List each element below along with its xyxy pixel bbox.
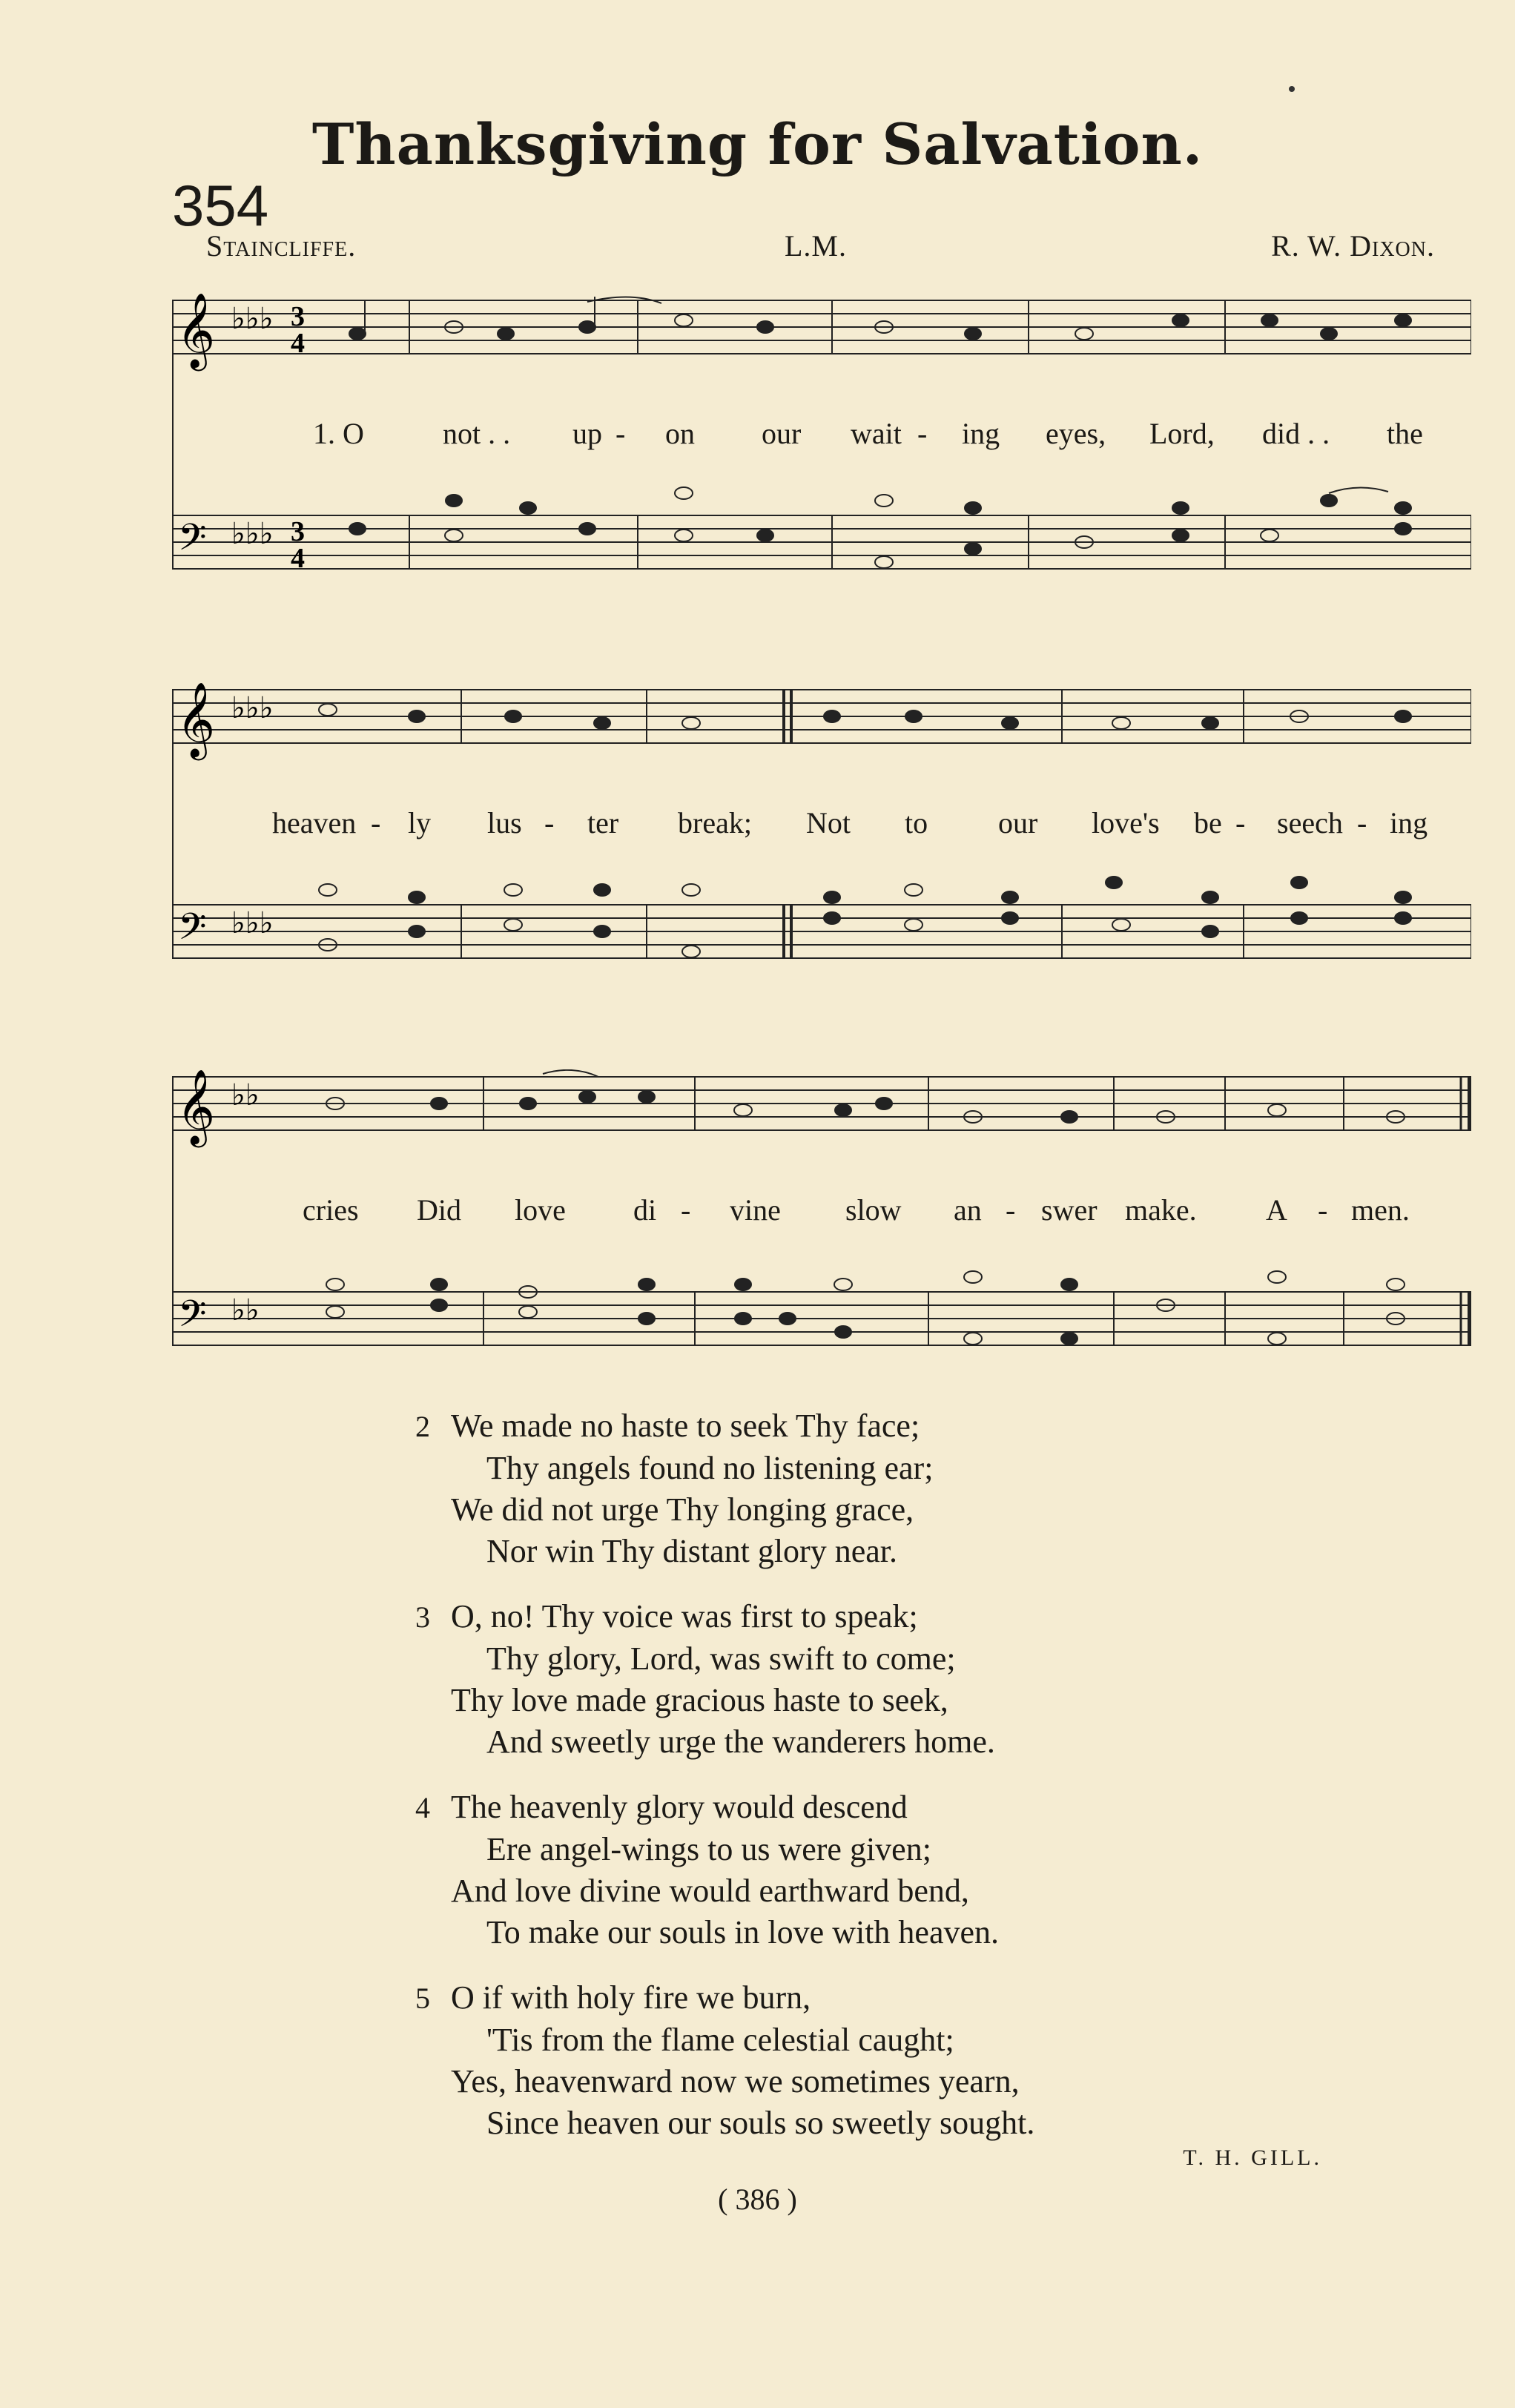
verse-line: We did not urge Thy longing grace, (451, 1491, 914, 1528)
svg-text:♭♭♭: ♭♭♭ (231, 691, 274, 725)
ink-speck (1289, 86, 1295, 92)
hymn-number: 354 (172, 173, 269, 238)
verse-number: 2 (415, 1410, 430, 1443)
music-system-2 (172, 682, 1471, 994)
verse-2 (415, 1405, 1034, 1572)
music-system-3 (172, 1069, 1471, 1396)
svg-text:♭♭♭: ♭♭♭ (231, 906, 274, 940)
verse-line: The heavenly glory would descend (451, 1789, 908, 1825)
lyric-hyphen: - (1357, 806, 1367, 839)
svg-text:♭♭: ♭♭ (231, 1078, 260, 1112)
verse-line: Since heaven our souls so sweetly sought. (486, 2105, 1035, 2141)
verse-line: 'Tis from the flame celestial caught; (486, 2022, 954, 2058)
lyric-word: A (1266, 1193, 1287, 1227)
svg-text:4: 4 (291, 543, 305, 574)
svg-text:𝄞: 𝄞 (176, 293, 216, 368)
staff-system-1-graphic (172, 293, 1471, 612)
lyric-word: seech (1277, 806, 1343, 839)
svg-text:𝄞: 𝄞 (176, 1069, 216, 1144)
verse-number: 4 (415, 1791, 430, 1824)
lyric-word: our (998, 806, 1038, 839)
verse-line: And sweetly urge the wanderers home. (486, 1723, 995, 1760)
lyric-word: di (633, 1193, 657, 1227)
svg-text:4: 4 (291, 328, 305, 359)
verse-5 (415, 1977, 1035, 2144)
svg-text:𝄢: 𝄢 (178, 1293, 207, 1345)
lyric-word: slow (845, 1193, 902, 1227)
lyric-hyphen: - (1006, 1193, 1016, 1227)
lyric-hyphen: - (1318, 1193, 1328, 1227)
meter: L.M. (785, 229, 847, 263)
hymn-title: Thanksgiving for Salvation. (311, 111, 1204, 177)
verse-line: O if with holy fire we burn, (451, 1979, 811, 2016)
author-credit: T. H. GILL. (1183, 2145, 1322, 2170)
svg-text:3: 3 (291, 301, 305, 332)
lyric-word: vine (730, 1193, 781, 1227)
svg-text:♭♭♭: ♭♭♭ (231, 302, 274, 335)
lyric-hyphen: - (681, 1193, 691, 1227)
verses-block (415, 1405, 1035, 2168)
lyric-word: Did (417, 1193, 461, 1227)
lyric-word: break; (678, 806, 752, 839)
lyric-word: our (762, 417, 802, 450)
lyric-word: love's (1092, 806, 1160, 839)
verse-4 (415, 1787, 1034, 1953)
lyric-word: 1. O (313, 417, 364, 450)
svg-text:3: 3 (291, 516, 305, 547)
lyric-word: cries (303, 1193, 359, 1227)
staff-system-3-graphic (172, 1069, 1471, 1396)
lyric-hyphen: - (1235, 806, 1246, 839)
verse-3 (415, 1596, 1034, 1763)
lyric-word: wait (851, 417, 902, 450)
lyric-word: be (1194, 806, 1222, 839)
page-number: ( 386 ) (718, 2183, 797, 2216)
svg-text:♭♭: ♭♭ (231, 1293, 260, 1327)
lyric-word: Not (806, 806, 851, 839)
lyric-word: make. (1125, 1193, 1197, 1227)
lyric-word: swer (1041, 1193, 1098, 1227)
lyric-word: ing (962, 417, 1000, 450)
lyric-word: ter (587, 806, 619, 839)
lyric-word: heaven (272, 806, 357, 839)
verse-number: 3 (415, 1600, 430, 1634)
tune-name: Staincliffe. (206, 229, 357, 263)
lyric-word: ing (1390, 806, 1428, 839)
lyric-hyphen: - (544, 806, 555, 839)
verse-number: 5 (415, 1982, 430, 2015)
lyric-word: an (954, 1193, 982, 1227)
svg-text:𝄢: 𝄢 (178, 906, 207, 957)
lyric-word: to (905, 806, 928, 839)
svg-text:♭♭♭: ♭♭♭ (231, 517, 274, 550)
verse-line: Thy angels found no listening ear; (486, 1450, 934, 1486)
lyric-hyphen: - (917, 417, 928, 450)
music-system-1 (172, 293, 1471, 612)
lyric-word: men. (1351, 1193, 1410, 1227)
svg-text:𝄢: 𝄢 (178, 516, 207, 568)
lyric-hyphen: - (615, 417, 626, 450)
lyric-word: up (572, 417, 602, 450)
lyric-hyphen: - (371, 806, 381, 839)
verse-line: O, no! Thy voice was first to speak; (451, 1598, 918, 1635)
lyric-word: on (665, 417, 695, 450)
verse-line: To make our souls in love with heaven. (486, 1914, 1000, 1950)
lyric-word: ly (408, 806, 432, 839)
lyric-word: not . . (443, 417, 511, 450)
verse-line: Thy love made gracious haste to seek, (451, 1682, 948, 1718)
verse-line: Thy glory, Lord, was swift to come; (486, 1640, 956, 1677)
lyric-word: lus (487, 806, 522, 839)
lyric-word: Lord, (1149, 417, 1215, 450)
composer: R. W. Dixon. (1271, 229, 1435, 263)
verse-line: Nor win Thy distant glory near. (486, 1533, 897, 1569)
lyric-word: the (1387, 417, 1423, 450)
lyric-word: love (515, 1193, 566, 1227)
verse-line: And love divine would earthward bend, (451, 1873, 969, 1909)
verse-line: Ere angel-wings to us were given; (486, 1831, 931, 1867)
lyric-word: did . . (1262, 417, 1330, 450)
verse-line: We made no haste to seek Thy face; (451, 1408, 920, 1444)
verse-line: Yes, heavenward now we sometimes yearn, (451, 2063, 1020, 2099)
svg-text:𝄞: 𝄞 (176, 682, 216, 757)
lyric-word: eyes, (1046, 417, 1106, 450)
